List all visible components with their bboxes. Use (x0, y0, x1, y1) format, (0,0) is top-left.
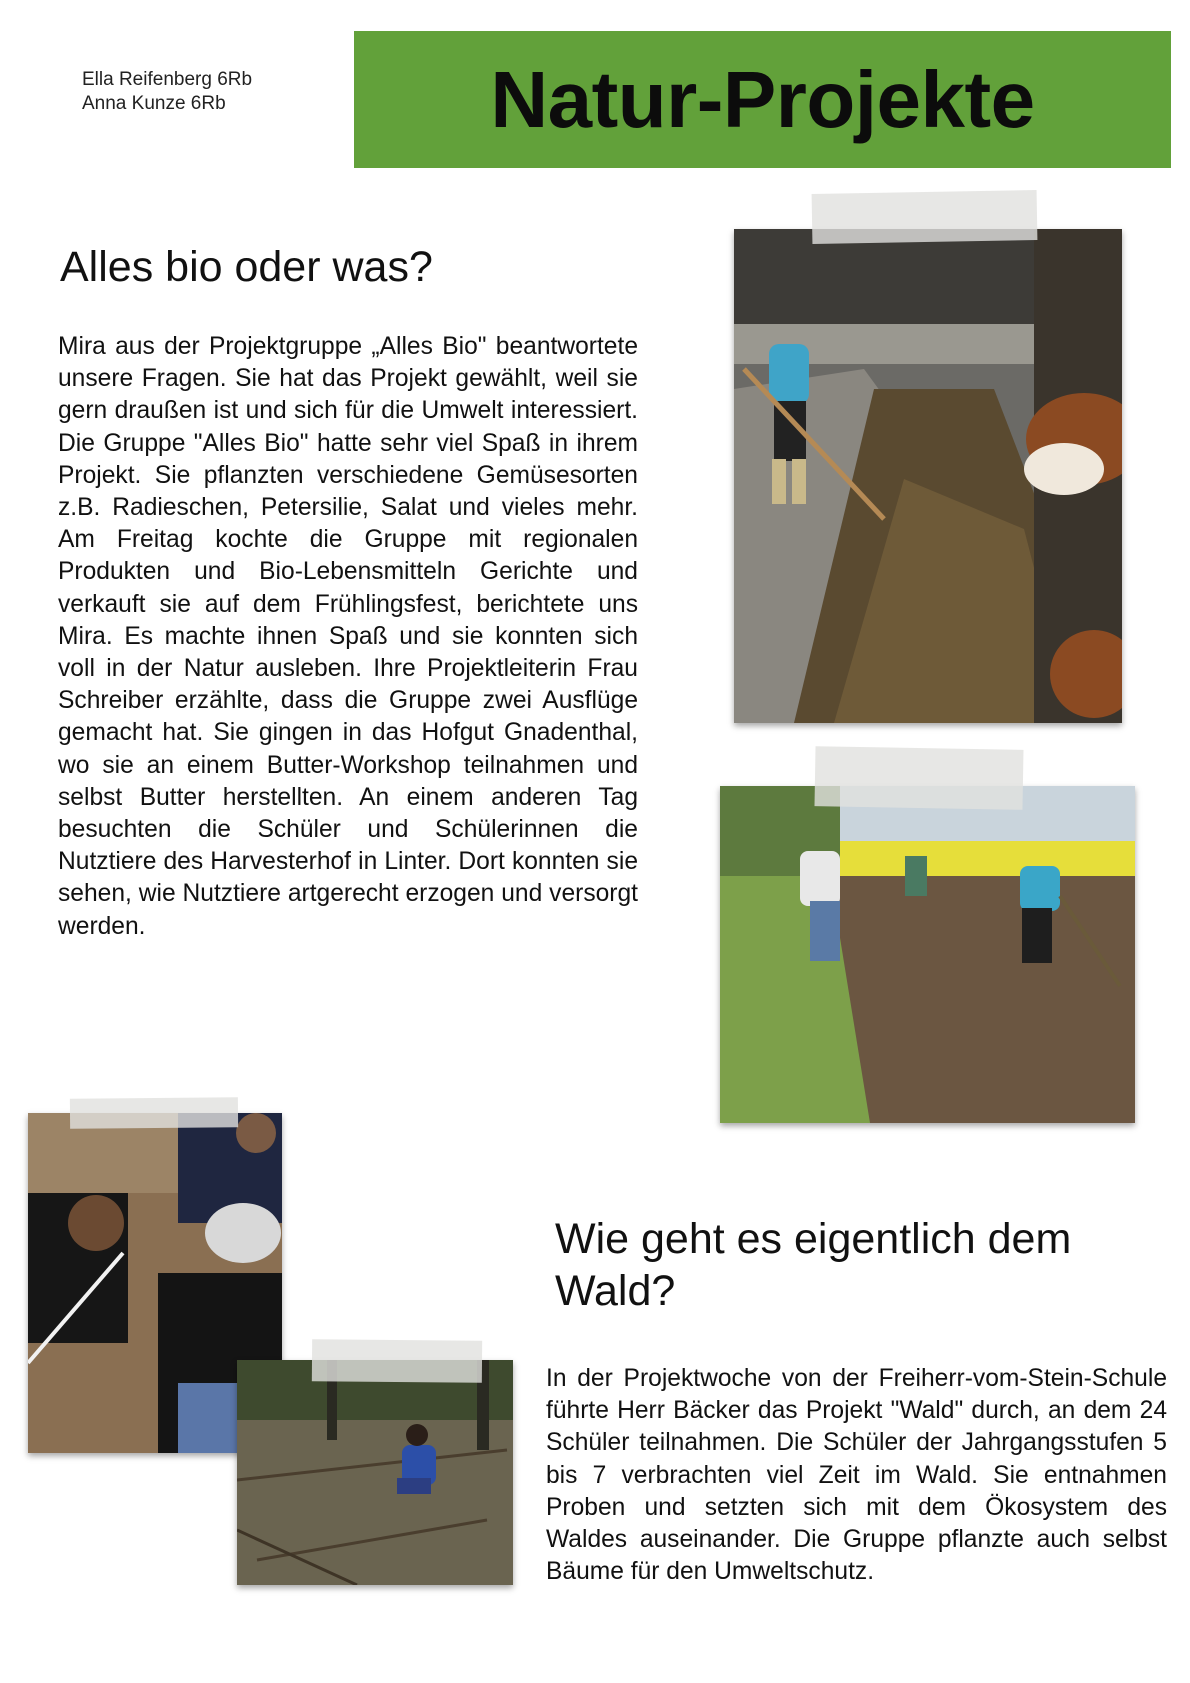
page-title: Natur-Projekte (490, 54, 1035, 144)
photo-forest-floor (237, 1360, 513, 1585)
tape-decoration (812, 190, 1038, 244)
photo-cow-stable (734, 229, 1122, 723)
section-heading-bio: Alles bio oder was? (60, 243, 433, 291)
author-name: Anna Kunze 6Rb (82, 93, 226, 114)
tape-decoration (70, 1097, 238, 1128)
tape-decoration (814, 746, 1023, 810)
author-name: Ella Reifenberg 6Rb (82, 69, 253, 90)
title-banner (354, 31, 1171, 168)
tape-decoration (312, 1339, 482, 1382)
photo-vegetable-field (720, 786, 1135, 1123)
article-text-wald: In der Projektwoche von der Freiherr-vom-Stein-Schule führte Herr Bäcker das Projekt "Wald" durch, an dem 24 Schüler teilnahmen. Die Schüler der Jahrgangsstufen 5 bis 7 verbrachten viel Zeit im Wald. Sie entnahmen Proben und setzten sich mit dem Ökosystem des Waldes auseinander. Die Gruppe pflanzte auch selbst Bäume für den Umweltschutz. (546, 1365, 1167, 1586)
article-text-bio: Mira aus der Projektgruppe „Alles Bio" beantwortete unsere Fragen. Sie hat das Projekt gewählt, weil sie gern draußen ist und sich für die Umwelt interessiert. Die Gruppe "Alles Bio" hatte sehr viel Spaß in ihrem Projekt. Sie pflanzten verschiedene Gemüsesorten z.B. Radieschen, Petersilie, Salat und vieles mehr. Am Freitag kochte die Gruppe mit regionalen Produkten und Bio-Lebensmitteln Gerichte und verkauft sie auf dem Frühlingsfest, berichtete uns Mira. Es machte ihnen Spaß und sie konnten sich voll in der Natur ausleben. Ihre Projektleiterin Frau Schreiber erzählte, dass die Gruppe zwei Ausflüge gemacht hat. Sie gingen in das Hofgut Gnadenthal, wo sie an einem Butter-Workshop teilnahmen und selbst Butter herstellten. An einem anderen Tag besuchten die Schüler und Schülerinnen die Nutztiere des Harvesterhof in Linter. Dort konnten sie sehen, wie Nutztiere artgerecht erzogen und versorgt werden. (58, 333, 638, 940)
author-credits (82, 68, 252, 116)
section-heading-wald: Wie geht es eigentlich dem Wald? (555, 1215, 1072, 1315)
